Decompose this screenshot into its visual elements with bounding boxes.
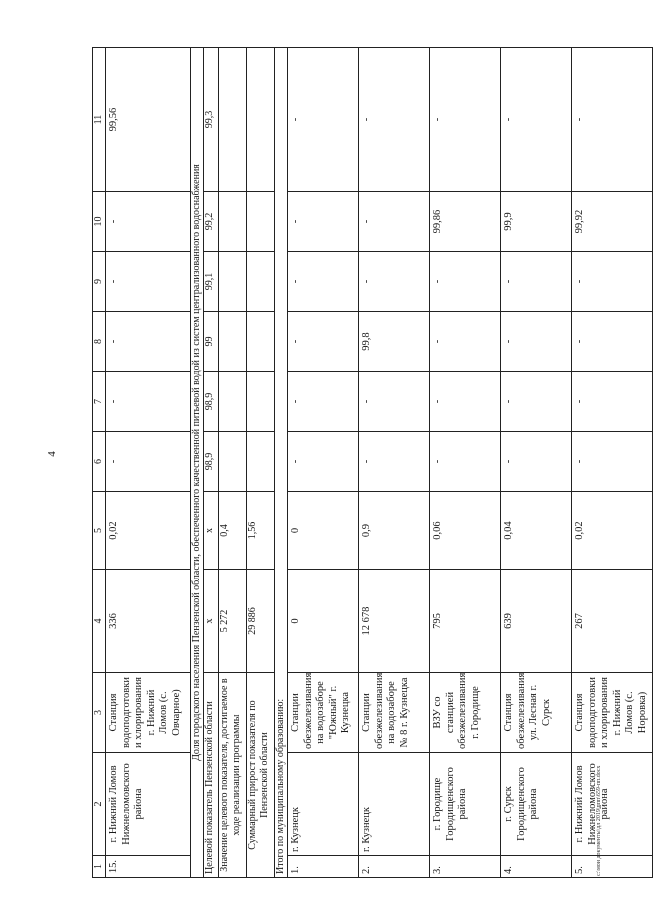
value-label: Значение целевого показателя, достигаемое в ходе реализации программы (219, 673, 247, 878)
cell-c11: - (572, 48, 653, 192)
row-number: 1. (288, 856, 359, 878)
sum-c6 (247, 432, 275, 492)
cell-c6: - (288, 432, 359, 492)
cell-c9: - (501, 252, 572, 312)
cell-c7: - (288, 372, 359, 432)
row-number: 2. (359, 856, 430, 878)
cell-c8: 99,8 (359, 312, 430, 372)
value-c10 (219, 192, 247, 252)
cell-c10: - (288, 192, 359, 252)
row-number: 15. (106, 856, 191, 878)
row-place: г. Городище Городищенского района (430, 753, 501, 856)
cell-c9: - (430, 252, 501, 312)
cell-c7: - (572, 372, 653, 432)
cell-c6: - (359, 432, 430, 492)
col-num-3: 3 (93, 673, 106, 753)
sum-c8 (247, 312, 275, 372)
row-number: 3. (430, 856, 501, 878)
footer-file-path: c:\мои документы\дл 2019\ппп\659-пп.docx (596, 765, 602, 876)
cell-c9: - (572, 252, 653, 312)
target-c6: 98,9 (204, 432, 219, 492)
cell-c10: 99,86 (430, 192, 501, 252)
section-title: Доля городского населения Пензенской области, обеспеченного качественной питьевой водой из систем централизованного водоснабжения (191, 48, 204, 878)
table-row (501, 48, 572, 878)
municipal-header-row (275, 48, 288, 878)
target-c10: 99,2 (204, 192, 219, 252)
row-object: ВЗУ со станцией обезжелезивания г. Городище (430, 673, 501, 753)
target-c4: x (204, 570, 219, 673)
target-c11: 99,3 (204, 48, 219, 192)
row-place: г. Кузнецк (359, 753, 430, 856)
row-place: г. Нижний Ломов Нижнеломовского района (572, 753, 653, 856)
cell-c4: 336 (106, 570, 191, 673)
row-number: 4. (501, 856, 572, 878)
target-c7: 98,9 (204, 372, 219, 432)
cell-c8: - (501, 312, 572, 372)
row-object: Станция водоподготовки и хлорирования г. Нижний Ломов (с. Норовка) (572, 673, 653, 753)
page-number: 4 (46, 451, 58, 457)
row-place: г. Сурск Городищенского района (501, 753, 572, 856)
sum-label: Суммарный прирост показателя по Пензенской области (247, 673, 275, 878)
table-row (359, 48, 430, 878)
row-object: Станции обезжелезивания на водозаборе "Южный" г. Кузнецка (288, 673, 359, 753)
sum-c11 (247, 48, 275, 192)
cell-c10: - (106, 192, 191, 252)
sum-c10 (247, 192, 275, 252)
col-num-2: 2 (93, 753, 106, 856)
row-number: 5. (572, 856, 653, 878)
row-place: г. Кузнецк (288, 753, 359, 856)
row-place: г. Нижний Ломов Нижнеломовского района (106, 753, 191, 856)
row-object: Станции обезжелезивания на водозаборе № 8 г. Кузнецка (359, 673, 430, 753)
cell-c5: 0,9 (359, 492, 430, 570)
value-c9 (219, 252, 247, 312)
cell-c5: 0,06 (430, 492, 501, 570)
sum-c5: 1,56 (247, 492, 275, 570)
cell-c11: 99,56 (106, 48, 191, 192)
table-row (106, 48, 191, 878)
cell-c6: - (106, 432, 191, 492)
cell-c8: - (288, 312, 359, 372)
municipal-header: Итого по муниципальному образованию: (275, 48, 288, 878)
cell-c11: - (288, 48, 359, 192)
cell-c6: - (430, 432, 501, 492)
cell-c5: 0,04 (501, 492, 572, 570)
cell-c10: - (359, 192, 430, 252)
cell-c7: - (430, 372, 501, 432)
cell-c4: 795 (430, 570, 501, 673)
value-row (219, 48, 247, 878)
sum-c4: 29 886 (247, 570, 275, 673)
cell-c7: - (106, 372, 191, 432)
value-c11 (219, 48, 247, 192)
col-num-11: 11 (93, 48, 106, 192)
cell-c6: - (501, 432, 572, 492)
value-c7 (219, 372, 247, 432)
cell-c8: - (572, 312, 653, 372)
rotated-table-container (92, 48, 648, 878)
sum-row (247, 48, 275, 878)
cell-c4: 0 (288, 570, 359, 673)
col-num-1: 1 (93, 856, 106, 878)
cell-c11: - (359, 48, 430, 192)
col-num-7: 7 (93, 372, 106, 432)
cell-c9: - (106, 252, 191, 312)
column-number-row (93, 48, 106, 878)
sum-c7 (247, 372, 275, 432)
target-c8: 99 (204, 312, 219, 372)
table-row (430, 48, 501, 878)
col-num-5: 5 (93, 492, 106, 570)
target-c5: x (204, 492, 219, 570)
value-c8 (219, 312, 247, 372)
cell-c11: - (430, 48, 501, 192)
cell-c10: 99,92 (572, 192, 653, 252)
cell-c4: 639 (501, 570, 572, 673)
target-label: Целевой показатель Пензенской области (204, 673, 219, 878)
cell-c4: 267 (572, 570, 653, 673)
cell-c4: 12 678 (359, 570, 430, 673)
cell-c5: 0 (288, 492, 359, 570)
section-row (191, 48, 204, 878)
cell-c5: 0,02 (106, 492, 191, 570)
cell-c10: 99,9 (501, 192, 572, 252)
value-c5: 0,4 (219, 492, 247, 570)
cell-c8: - (106, 312, 191, 372)
col-num-10: 10 (93, 192, 106, 252)
target-c9: 99,1 (204, 252, 219, 312)
table-row (288, 48, 359, 878)
row-object: Станция водоподготовки и хлорирования г. Нижний Ломов (с. Овчарное) (106, 673, 191, 753)
cell-c5: 0,02 (572, 492, 653, 570)
col-num-8: 8 (93, 312, 106, 372)
cell-c9: - (359, 252, 430, 312)
col-num-4: 4 (93, 570, 106, 673)
cell-c6: - (572, 432, 653, 492)
table-row (572, 48, 653, 878)
value-c4: 5 272 (219, 570, 247, 673)
cell-c9: - (288, 252, 359, 312)
cell-c7: - (359, 372, 430, 432)
cell-c11: - (501, 48, 572, 192)
sum-c9 (247, 252, 275, 312)
row-object: Станция обезжелезивания ул. Лесная г. Сурск (501, 673, 572, 753)
target-row (204, 48, 219, 878)
value-c6 (219, 432, 247, 492)
cell-c8: - (430, 312, 501, 372)
water-quality-table (92, 47, 653, 878)
cell-c7: - (501, 372, 572, 432)
col-num-9: 9 (93, 252, 106, 312)
col-num-6: 6 (93, 432, 106, 492)
